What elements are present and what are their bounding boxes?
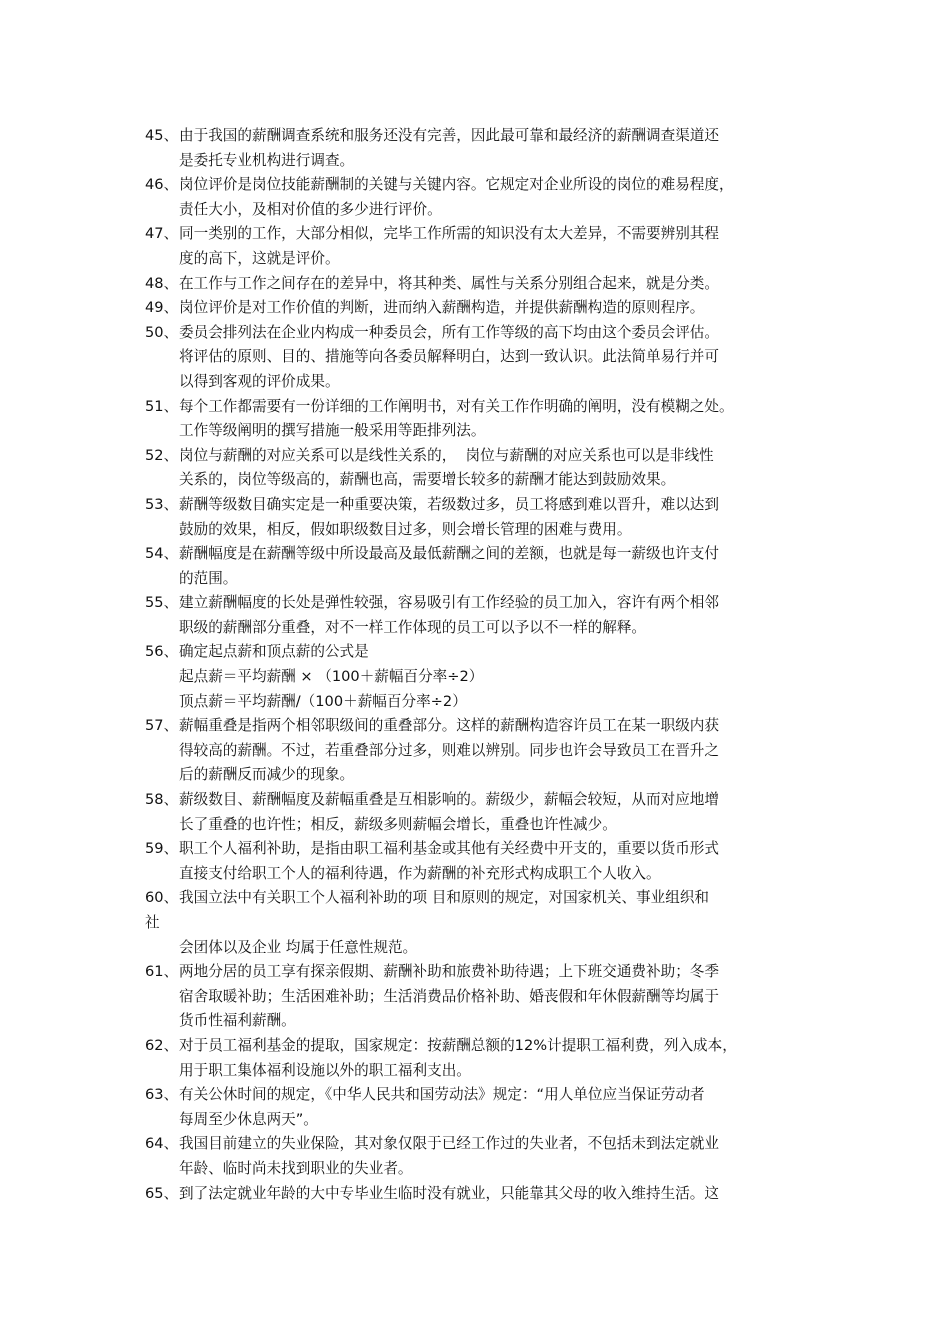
item-number: 61、 xyxy=(145,963,179,981)
item-number: 48、 xyxy=(145,274,179,292)
item-text-line: 关系的，岗位等级高的，薪酬也高，需要增长较多的薪酬才能达到鼓励效果。 xyxy=(179,471,676,489)
list-item xyxy=(145,542,817,591)
item-text-line: 建立薪酬幅度的长处是弹性较强，容易吸引有工作经验的员工加入，容许有两个相邻 xyxy=(179,594,719,612)
list-item xyxy=(145,1182,817,1207)
item-text-line: 薪酬幅度是在薪酬等级中所设最高及最低薪酬之间的差额，也就是每一薪级也许支付 xyxy=(179,545,719,563)
item-text-line: 在工作与工作之间存在的差异中，将其种类、属性与关系分别组合起来，就是分类。 xyxy=(179,274,719,292)
item-text-line: 工作等级阐明的撰写措施一般采用等距排列法。 xyxy=(179,422,486,440)
item-text-line: 起点薪＝平均薪酬 × （100＋薪幅百分率÷2） xyxy=(179,668,484,686)
item-text-line: 同一类别的工作，大部分相似，完毕工作所需的知识没有太大差异，不需要辨别其程 xyxy=(179,225,719,243)
item-text-line: 我国目前建立的失业保险，其对象仅限于已经工作过的失业者，不包括未到法定就业 xyxy=(179,1135,719,1153)
item-text-line: 两地分居的员工享有探亲假期、薪酬补助和旅费补助待遇；上下班交通费补助；冬季 xyxy=(179,963,719,981)
item-number: 62、 xyxy=(145,1036,179,1054)
list-item xyxy=(145,837,817,886)
item-number: 58、 xyxy=(145,791,179,809)
item-text-line: 会团体以及企业 均属于任意性规范。 xyxy=(179,938,418,956)
item-text-line: 每个工作都需要有一份详细的工作阐明书，对有关工作作明确的阐明，没有模糊之处。 xyxy=(179,397,734,415)
list-item xyxy=(145,493,817,542)
item-text-line: 宿舍取暖补助；生活困难补助；生活消费品价格补助、婚丧假和年休假薪酬等均属于 xyxy=(179,987,719,1005)
item-number: 59、 xyxy=(145,840,179,858)
item-text-line: 货币性福利薪酬。 xyxy=(179,1012,296,1030)
item-number: 65、 xyxy=(145,1184,179,1202)
item-text-line: 将评估的原则、目的、措施等向各委员解释明白，达到一致认识。此法简单易行并可 xyxy=(179,348,719,366)
list-item xyxy=(145,321,817,395)
item-text-line: 的范围。 xyxy=(179,569,238,587)
list-item xyxy=(145,788,817,837)
list-item xyxy=(145,591,817,640)
item-text-line: 长了重叠的也许性；相反，薪级多则薪幅会增长，重叠也许性减少。 xyxy=(179,815,617,833)
item-number: 54、 xyxy=(145,545,179,563)
wrapped-character-line: 社 xyxy=(145,914,160,931)
item-number: 55、 xyxy=(145,594,179,612)
item-number: 64、 xyxy=(145,1135,179,1153)
item-text-line: 岗位与薪酬的对应关系可以是线性关系的， 岗位与薪酬的对应关系也可以是非线性 xyxy=(179,446,714,464)
item-text-line: 有关公休时间的规定，《中华人民共和国劳动法》规定：“用人单位应当保证劳动者 xyxy=(179,1086,705,1104)
list-item xyxy=(145,1083,817,1132)
item-text-line: 责任大小，及相对价值的多少进行评价。 xyxy=(179,200,442,218)
item-text-line: 年龄、临时尚未找到职业的失业者。 xyxy=(179,1159,413,1177)
list-item xyxy=(145,124,817,173)
item-text-line: 我国立法中有关职工个人福利补助的项 目和原则的规定，对国家机关、事业组织和 xyxy=(179,889,710,907)
item-number: 57、 xyxy=(145,717,179,735)
list-item xyxy=(145,296,817,321)
item-text-line: 职级的薪酬部分重叠，对不一样工作体现的员工可以予以不一样的解释。 xyxy=(179,618,647,636)
item-number: 52、 xyxy=(145,446,179,464)
item-number: 51、 xyxy=(145,397,179,415)
document-body xyxy=(145,124,817,1206)
item-text-line: 由于我国的薪酬调查系统和服务还没有完善，因此最可靠和最经济的薪酬调查渠道还 xyxy=(179,127,719,144)
item-text-line: 每周至少休息两天”。 xyxy=(179,1110,318,1128)
item-number: 50、 xyxy=(145,323,179,341)
list-item xyxy=(145,272,817,297)
list-item xyxy=(145,444,817,493)
item-text-line: 直接支付给职工个人的福利待遇，作为薪酬的补充形式构成职工个人收入。 xyxy=(179,864,661,882)
item-text-line: 确定起点薪和顶点薪的公式是 xyxy=(179,643,369,661)
item-number: 47、 xyxy=(145,225,179,243)
list-item xyxy=(145,222,817,271)
item-text-line: 岗位评价是对工作价值的判断，进而纳入薪酬构造，并提供薪酬构造的原则程序。 xyxy=(179,299,705,317)
item-text-line: 用于职工集体福利设施以外的职工福利支出。 xyxy=(179,1061,471,1079)
list-item xyxy=(145,1034,817,1083)
item-number: 56、 xyxy=(145,643,179,661)
item-text-line: 是委托专业机构进行调查。 xyxy=(179,151,355,169)
item-text-line: 委员会排列法在企业内构成一种委员会，所有工作等级的高下均由这个委员会评估。 xyxy=(179,323,719,341)
item-text-line: 职工个人福利补助，是指由职工福利基金或其他有关经费中开支的，重要以货币形式 xyxy=(179,840,719,858)
item-number: 60、 xyxy=(145,889,179,907)
list-item xyxy=(145,714,817,788)
list-item-continuation xyxy=(145,936,817,961)
item-text-line: 薪级数目、薪酬幅度及薪幅重叠是互相影响的。薪级少，薪幅会较短，从而对应地增 xyxy=(179,791,719,809)
item-text-line: 岗位评价是岗位技能薪酬制的关键与关键内容。它规定对企业所设的岗位的难易程度， xyxy=(179,176,734,194)
item-text-line: 到了法定就业年龄的大中专毕业生临时没有就业，只能靠其父母的收入维持生活。这 xyxy=(179,1184,719,1202)
item-number: 45、 xyxy=(145,127,179,144)
item-text-line: 后的薪酬反而减少的现象。 xyxy=(179,766,355,784)
item-text-line: 顶点薪＝平均薪酬/（100＋薪幅百分率÷2） xyxy=(179,692,467,710)
item-text-line: 薪幅重叠是指两个相邻职级间的重叠部分。这样的薪酬构造容许员工在某一职级内获 xyxy=(179,717,719,735)
list-item xyxy=(145,960,817,1034)
item-text-line: 鼓励的效果，相反，假如职级数目过多，则会增长管理的困难与费用。 xyxy=(179,520,632,538)
list-item xyxy=(145,395,817,444)
list-item xyxy=(145,173,817,222)
item-text-line: 度的高下，这就是评价。 xyxy=(179,249,340,267)
item-number: 46、 xyxy=(145,176,179,194)
item-text-line: 以得到客观的评价成果。 xyxy=(179,372,340,390)
list-item xyxy=(145,886,817,911)
item-number: 53、 xyxy=(145,495,179,513)
item-text-line: 对于员工福利基金的提取，国家规定：按薪酬总额的12%计提职工福利费，列入成本， xyxy=(179,1036,737,1054)
list-item xyxy=(145,1132,817,1181)
list-item xyxy=(145,640,817,714)
item-text-line: 得较高的薪酬。不过，若重叠部分过多，则难以辨别。同步也许会导致员工在晋升之 xyxy=(179,741,719,759)
item-number: 49、 xyxy=(145,299,179,317)
item-number: 63、 xyxy=(145,1086,179,1104)
item-text-line: 薪酬等级数目确实定是一种重要决策，若级数过多，员工将感到难以晋升，难以达到 xyxy=(179,495,719,513)
